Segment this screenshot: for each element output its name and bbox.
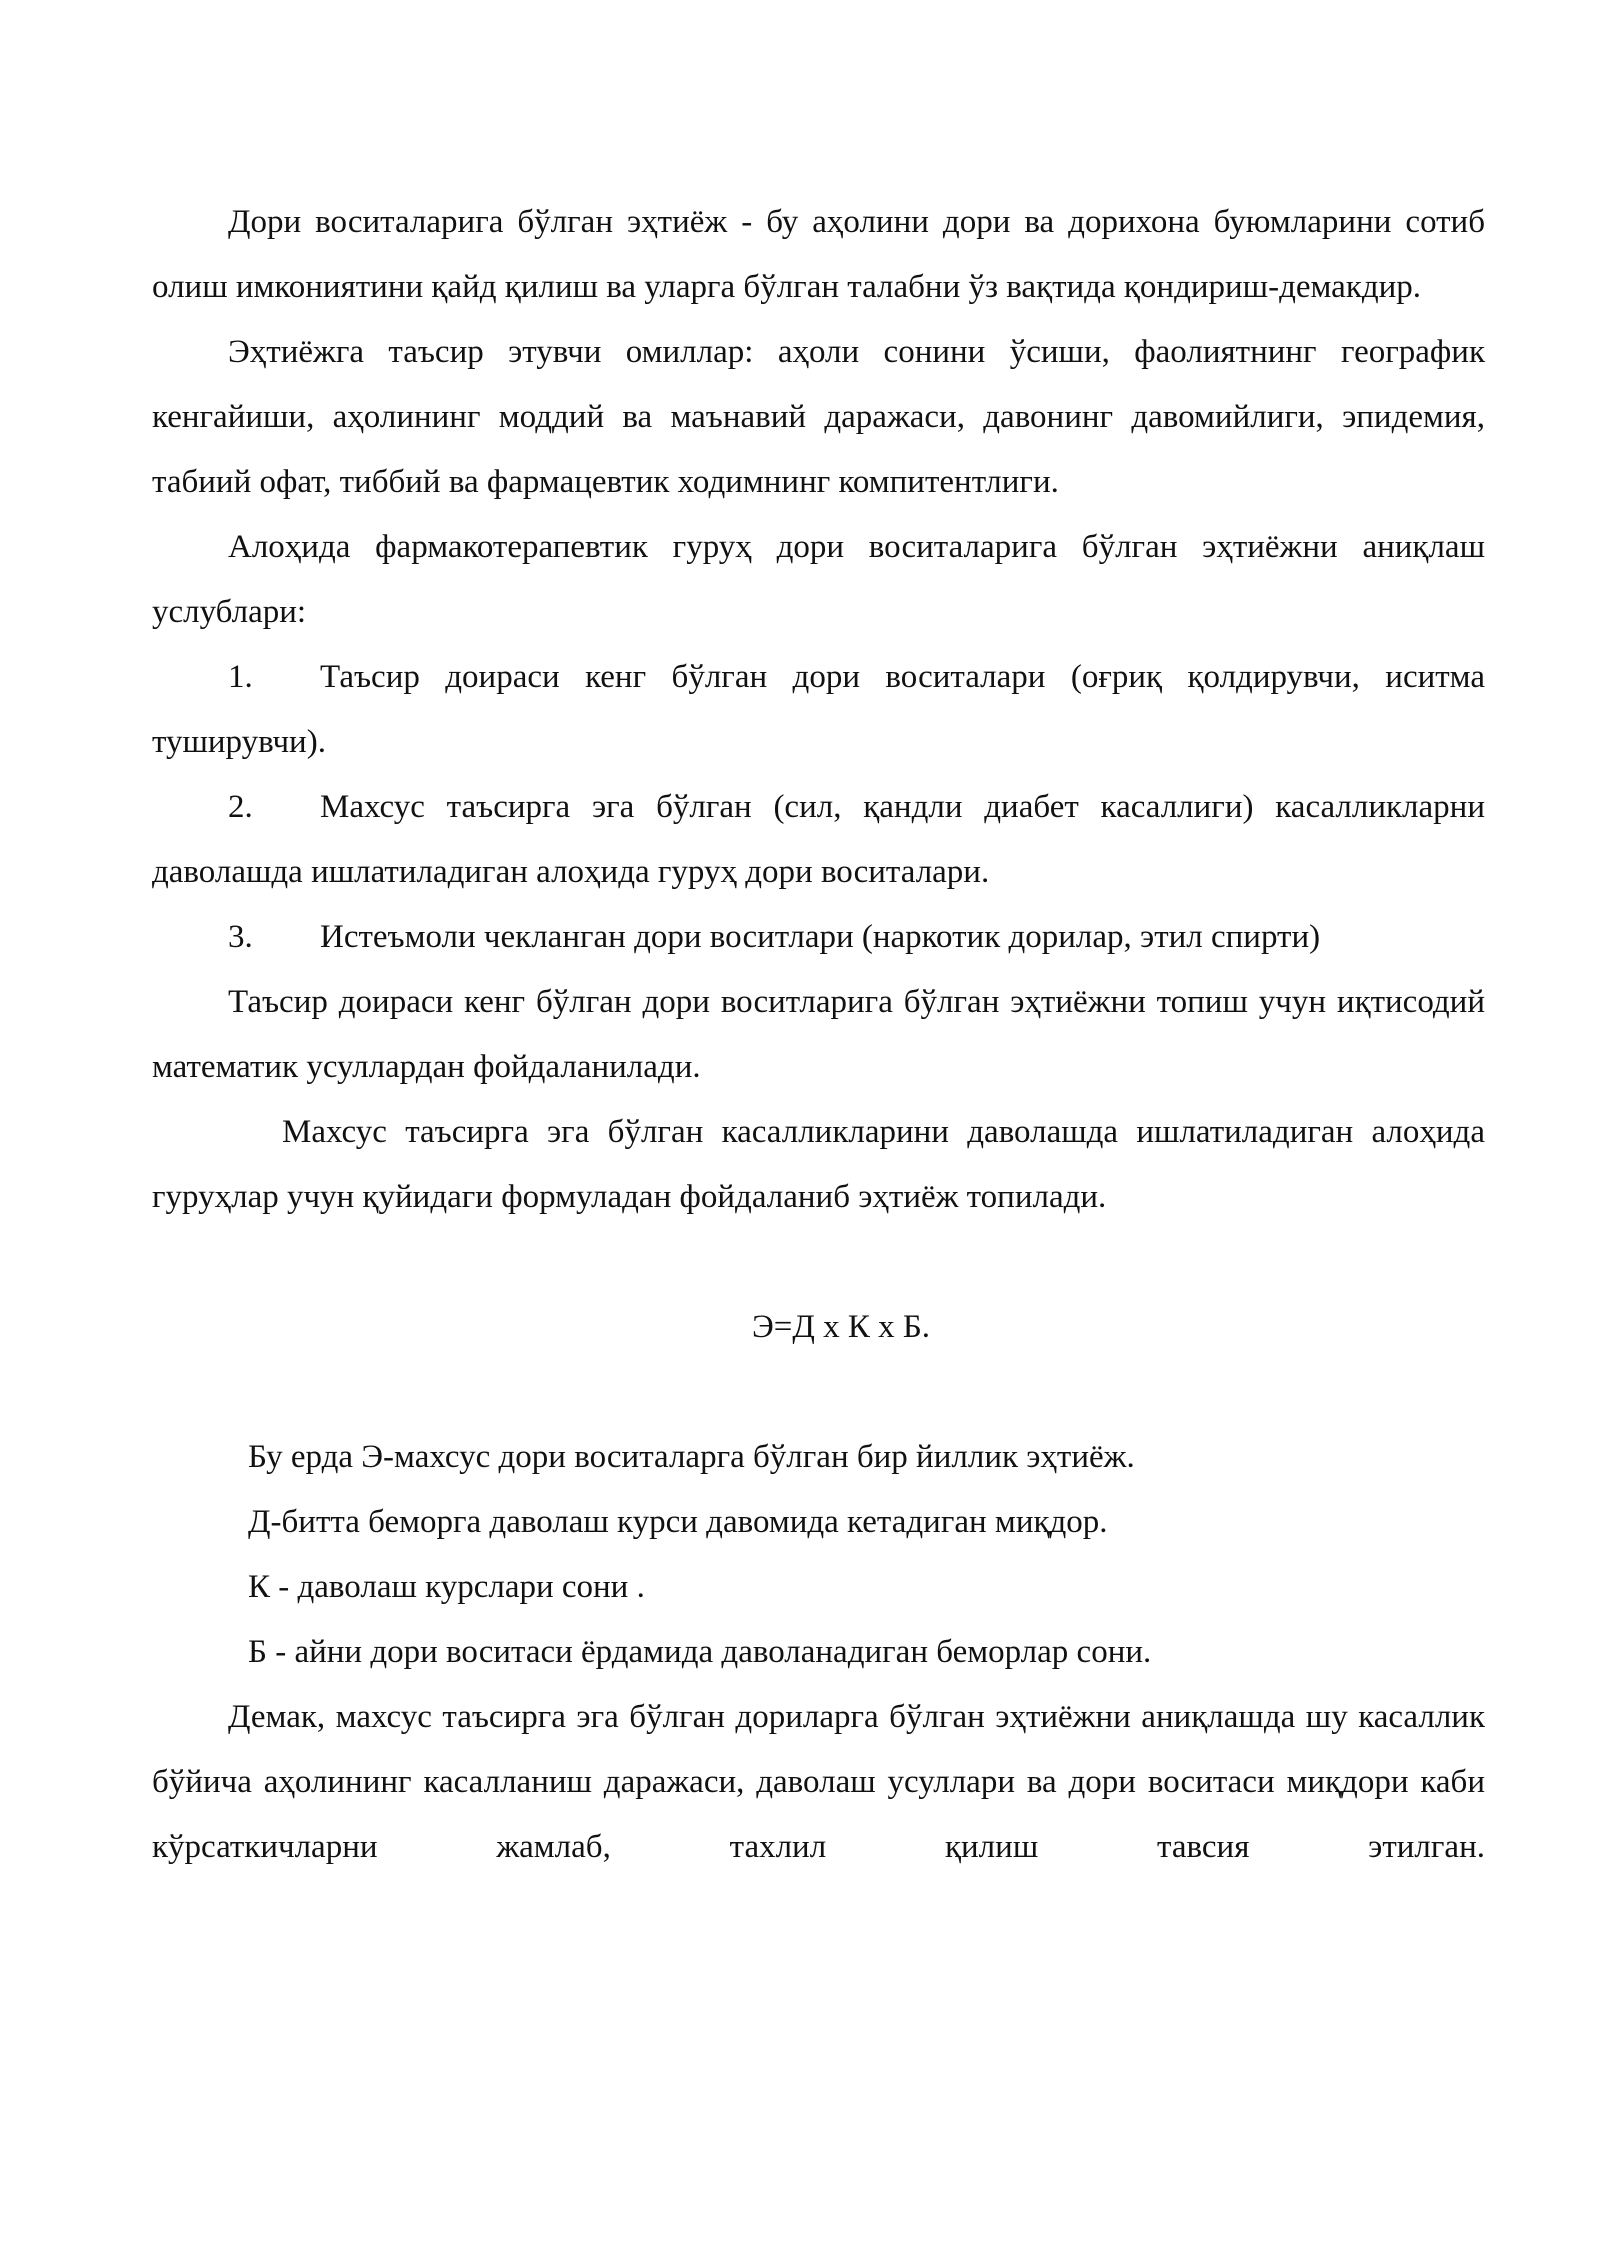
list-item-text: Истеъмоли чекланган дори воситлари (наркотик дорилар, этил спирти): [320, 919, 1321, 955]
list-item: [152, 905, 1485, 970]
document-body: [152, 190, 1485, 1880]
paragraph-conclusion: Демак, махсус таъсирга эга бўлган дориларга бўлган эҳтиёжни аниқлашда шу касаллик бўйича аҳолининг касалланиш даражаси, даволаш усуллари ва дори воситаси миқдори каби кўрсаткичларни жамлаб, тахлил қилиш тавсия этилган.: [152, 1699, 1485, 1865]
list-item: [152, 645, 1485, 775]
list-item-text: Махсус таъсирга эга бўлган (сил, қандли диабет касаллиги) касалликларни даволашда ишлатиладиган алоҳида гуруҳ дори воситалари.: [152, 789, 1485, 890]
definition-line: Бу ерда Э-махсус дори воситаларга бўлган бир йиллик эҳтиёж.: [248, 1439, 1135, 1475]
paragraph-definition: Дори воситаларига бўлган эҳтиёж - бу аҳолини дори ва дорихона буюмларини сотиб олиш имкониятини қайд қилиш ва уларга бўлган талабни ўз вақтида қондириш-демакдир.: [152, 204, 1485, 305]
list-item: [152, 775, 1485, 905]
definition-line: Б - айни дори воситаси ёрдамида даволанадиган беморлар сони.: [248, 1634, 1152, 1670]
formula-block: [152, 1230, 1485, 1425]
definition-line: К - даволаш курслари сони .: [248, 1569, 645, 1605]
list-item-number: 1.: [228, 659, 253, 695]
formula: Э=Д х К х Б.: [751, 1309, 931, 1345]
list-item-number: 3.: [228, 919, 253, 955]
paragraph-methods-intro: Алоҳида фармакотерапевтик гуруҳ дори воситаларига бўлган эҳтиёжни аниқлаш услублари:: [152, 529, 1485, 630]
list-item-text: Таъсир доираси кенг бўлган дори воситалари (оғриқ қолдирувчи, иситма туширувчи).: [152, 659, 1485, 760]
paragraph-broad-spectrum: Таъсир доираси кенг бўлган дори воситларига бўлган эҳтиёжни топиш учун иқтисодий математик усуллардан фойдаланилади.: [152, 984, 1485, 1085]
paragraph-factors: Эҳтиёжга таъсир этувчи омиллар: аҳоли сонини ўсиши, фаолиятнинг географик кенгайиши, аҳолининг моддий ва маънавий даражаси, давонинг давомийлиги, эпидемия, табиий офат, тиббий ва фармацевтик ходимнинг компитентлиги.: [152, 334, 1485, 500]
paragraph-special-groups: Махсус таъсирга эга бўлган касалликларини даволашда ишлатиладиган алоҳида гуруҳлар учун қуйидаги формуладан фойдаланиб эҳтиёж топилади.: [152, 1114, 1485, 1215]
definition-line: Д-битта беморга даволаш курси давомида кетадиган миқдор.: [248, 1504, 1108, 1540]
list-item-number: 2.: [228, 789, 253, 825]
formula-definitions: [152, 1425, 1485, 1685]
